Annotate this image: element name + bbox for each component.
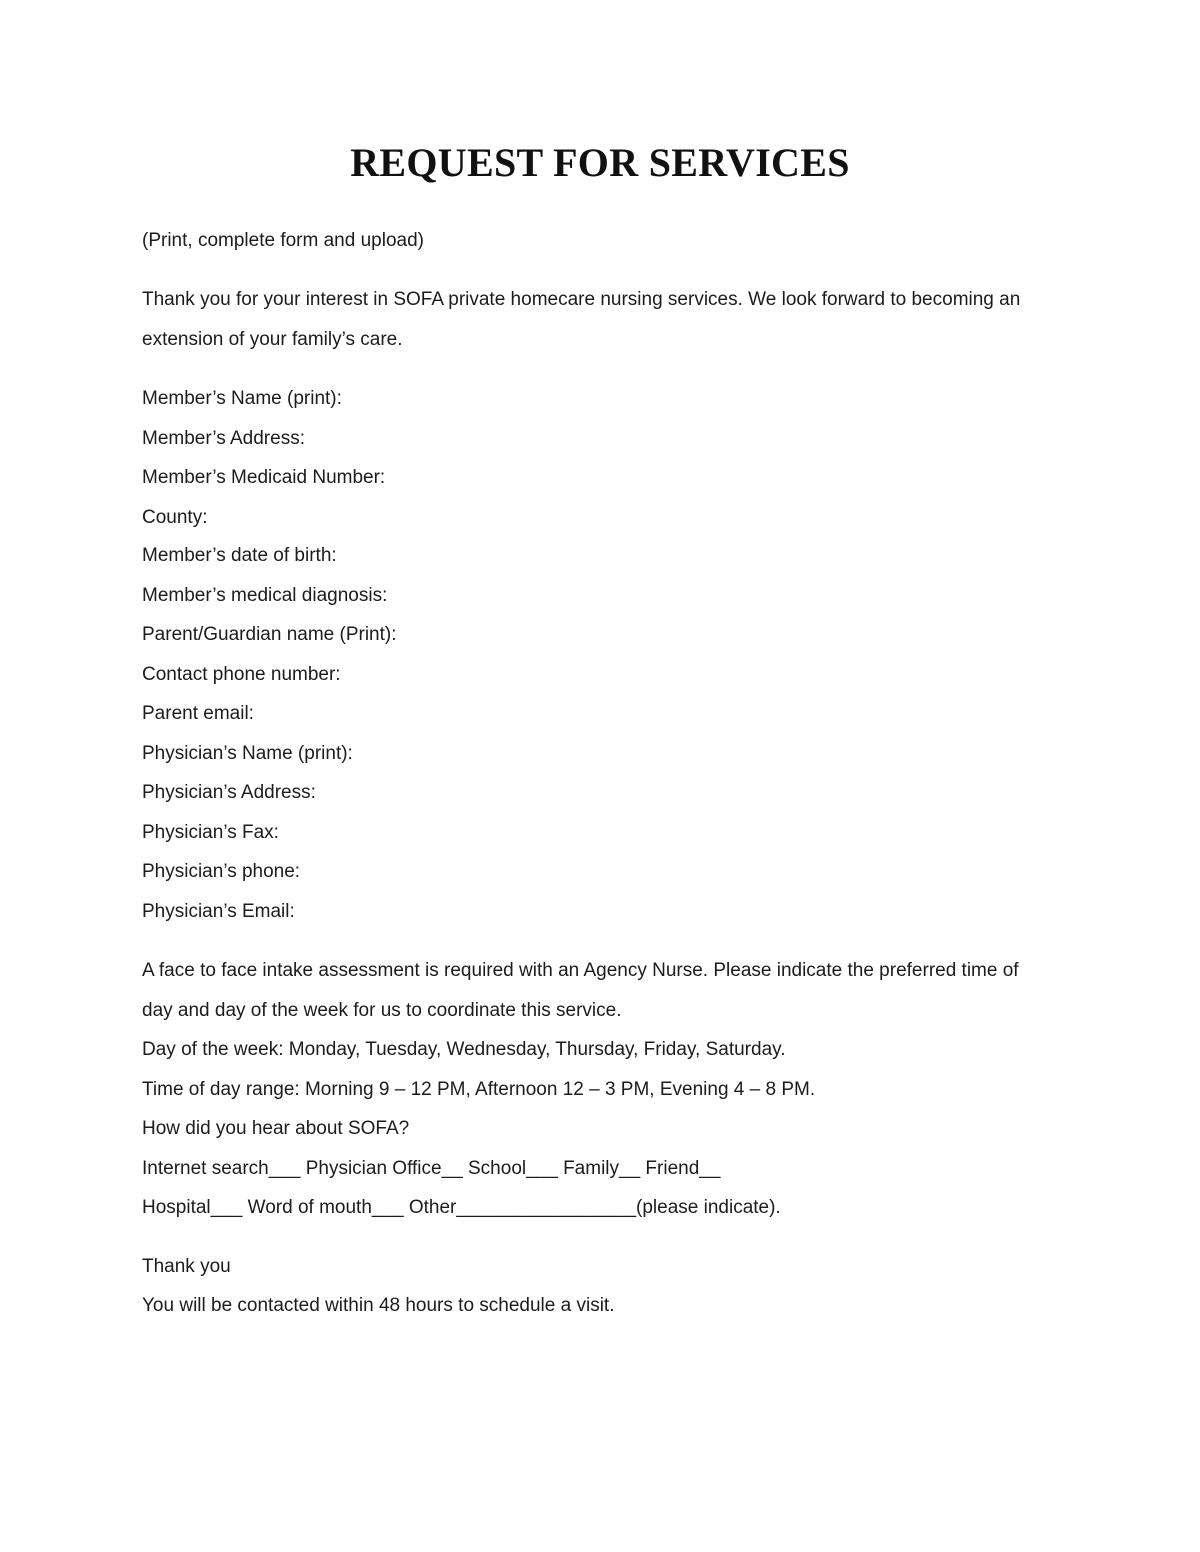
- intro-line-2: extension of your family’s care.: [142, 329, 403, 350]
- closing-thank-you: Thank you: [142, 1256, 231, 1277]
- referral-options-2: Hospital___ Word of mouth___ Other_________________(please indicate).: [142, 1197, 781, 1218]
- day-of-week-line: Day of the week: Monday, Tuesday, Wednesday, Thursday, Friday, Saturday.: [142, 1039, 786, 1060]
- field-guardian-name: Parent/Guardian name (Print):: [142, 624, 397, 645]
- intro-line-1: Thank you for your interest in SOFA private homecare nursing services. We look forward to becoming an: [142, 289, 1021, 310]
- field-medical-diagnosis: Member’s medical diagnosis:: [142, 585, 388, 606]
- field-member-address: Member’s Address:: [142, 428, 305, 449]
- field-parent-email: Parent email:: [142, 703, 254, 724]
- field-physician-phone: Physician’s phone:: [142, 861, 301, 882]
- field-county: County:: [142, 507, 208, 528]
- instruction-text: (Print, complete form and upload): [142, 230, 424, 251]
- assessment-line-1: A face to face intake assessment is required with an Agency Nurse. Please indicate the preferred time of: [142, 960, 1019, 981]
- referral-question: How did you hear about SOFA?: [142, 1118, 410, 1139]
- field-physician-email: Physician’s Email:: [142, 901, 295, 922]
- field-contact-phone: Contact phone number:: [142, 664, 341, 685]
- field-medicaid-number: Member’s Medicaid Number:: [142, 467, 386, 488]
- assessment-line-2: day and day of the week for us to coordinate this service.: [142, 1000, 622, 1021]
- referral-options-1: Internet search___ Physician Office__ School___ Family__ Friend__: [142, 1158, 721, 1179]
- field-date-of-birth: Member’s date of birth:: [142, 545, 337, 566]
- closing-contact-note: You will be contacted within 48 hours to schedule a visit.: [142, 1295, 615, 1316]
- field-physician-address: Physician’s Address:: [142, 782, 316, 803]
- page-title: REQUEST FOR SERVICES: [350, 140, 850, 185]
- time-of-day-line: Time of day range: Morning 9 – 12 PM, Afternoon 12 – 3 PM, Evening 4 – 8 PM.: [142, 1079, 816, 1100]
- field-member-name: Member’s Name (print):: [142, 388, 342, 409]
- field-physician-fax: Physician’s Fax:: [142, 822, 279, 843]
- field-physician-name: Physician’s Name (print):: [142, 743, 353, 764]
